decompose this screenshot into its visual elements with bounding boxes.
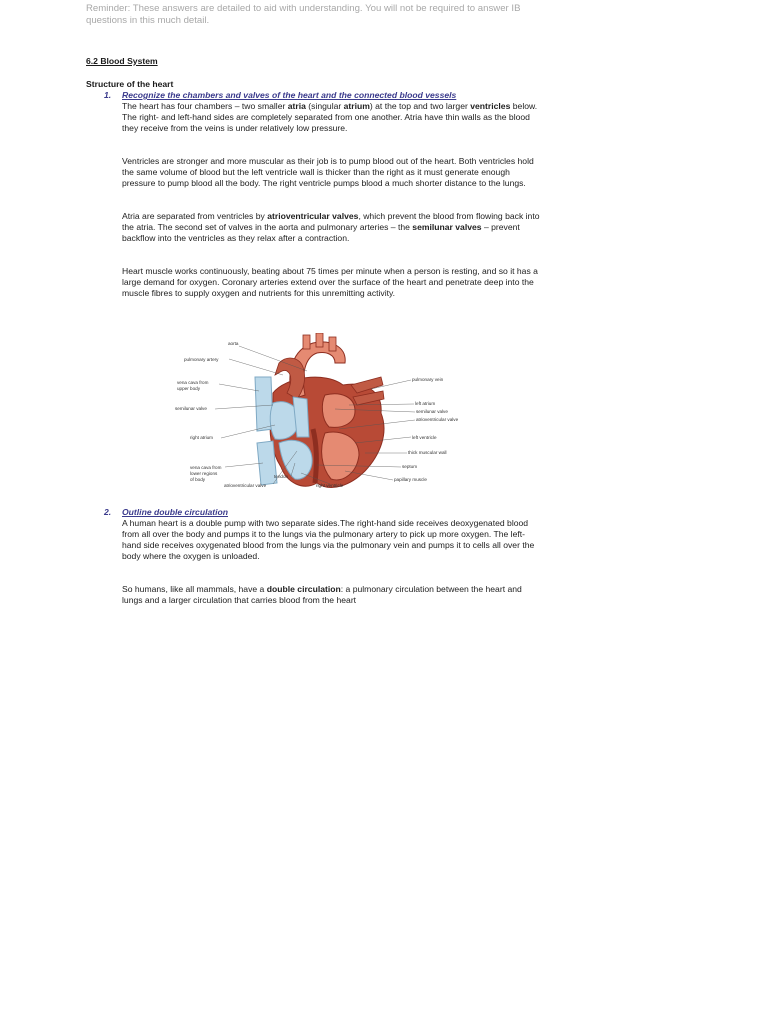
reminder-note: Reminder: These answers are detailed to aid with understanding. You will not be required to answer IB questions in this much detail. — [86, 3, 521, 26]
p3-text-a: Atria are separated from ventricles by — [122, 211, 268, 221]
label-vena-cava-upper-1: vena cava from — [177, 380, 209, 385]
p3-bold-av-valves: atrioventricular valves — [267, 211, 359, 221]
label-right-atrium: right atrium — [190, 435, 213, 440]
p6-text-c: : a pulmonary circulation between the heart and lungs and a larger circulation that carries blood from the heart — [122, 584, 522, 605]
label-pulmonary-artery: pulmonary artery — [184, 357, 219, 362]
paragraph-chambers — [122, 101, 540, 134]
label-left-ventricle: left ventricle — [412, 435, 437, 440]
label-vena-cava-upper-2: upper body — [177, 386, 200, 391]
p1-text-c: (singular — [305, 101, 344, 111]
question-2-number: 2. — [104, 507, 112, 517]
question-1-title: Recognize the chambers and valves of the heart and the connected blood vessels — [122, 90, 457, 100]
label-left-atrium: left atrium — [415, 401, 436, 406]
p1-text-e: below. The right- and left-hand sides are completely separated from one another. Atria have thin walls as the blood they receive from the veins is under relatively low pressure. — [122, 101, 538, 133]
p3-text-c: , which prevent the blood from flowing back into the atria. The second set of valves in the aorta and pulmonary arteries – the — [122, 211, 540, 232]
p1-bold-atrium: atrium — [343, 101, 370, 111]
question-2-title: Outline double circulation — [122, 507, 228, 517]
label-vena-cava-lower-3: of body — [190, 477, 206, 482]
p1-text-d: ) at the top and two larger — [369, 101, 471, 111]
paragraph-heart-muscle: Heart muscle works continuously, beating about 75 times per minute when a person is resting, and so it has a large demand for oxygen. Coronary arteries extend over the surface of the heart and penetrate deep into the muscle fibres to supply oxygen and nutrients for this unremitting activity. — [122, 266, 538, 298]
label-vena-cava-lower-1: vena cava from — [190, 465, 222, 470]
label-thick-muscular-wall: thick muscular wall — [408, 450, 447, 455]
label-atrioventricular-valve-right: atrioventricular valve — [416, 417, 459, 422]
aorta-branch-3 — [329, 337, 336, 351]
p1-text-a: The heart has four chambers – two smaller — [122, 101, 288, 111]
label-aorta: aorta — [228, 341, 239, 346]
label-vena-cava-lower-2: lower regions — [190, 471, 218, 476]
label-pulmonary-vein: pulmonary vein — [412, 377, 444, 382]
paragraph-double-circulation — [122, 584, 540, 606]
paragraph-double-pump: A human heart is a double pump with two separate sides.The right-hand side receives deoxygenated blood from all over the body and pumps it to the lungs via the pulmonary artery to pick up more oxygen. The left-hand side receives oxygenated blood from the lungs via the pulmonary vein and pumps it to cells all over the body where the oxygen is unloaded. — [122, 518, 535, 561]
left-atrium-shape — [322, 394, 355, 428]
label-semilunar-valve-left: semilunar valve — [175, 406, 207, 411]
p3-bold-semilunar-valves: semilunar valves — [412, 222, 482, 232]
aorta-branch-1 — [303, 335, 310, 349]
paragraph-valves — [122, 211, 540, 244]
label-atrioventricular-valve-bottom: atrioventricular valve — [224, 483, 267, 488]
label-septum: septum — [402, 464, 418, 469]
label-papillary-muscle: papillary muscle — [394, 477, 427, 482]
p3-text-d: – prevent backflow into the ventricles as they relax after a contraction. — [122, 222, 520, 243]
label-tendon: tendon — [274, 474, 289, 479]
subheading-structure-of-heart: Structure of the heart — [86, 79, 174, 89]
question-2 — [104, 507, 228, 517]
label-right-ventricle: right ventricle — [316, 483, 344, 488]
heart-diagram — [175, 333, 475, 495]
label-semilunar-valve-right: semilunar valve — [416, 409, 448, 414]
p1-bold-atria: atria — [287, 101, 306, 111]
question-1 — [104, 90, 456, 100]
p6-text-a: So humans, like all mammals, have a — [122, 584, 267, 594]
p1-bold-ventricles: ventricles — [470, 101, 511, 111]
section-title: 6.2 Blood System — [86, 56, 158, 66]
heart-diagram-svg — [175, 333, 475, 495]
question-1-number: 1. — [104, 90, 112, 100]
paragraph-ventricles: Ventricles are stronger and more muscular as their job is to pump blood out of the heart. Both ventricles hold the same volume of blood but the left ventricle wall is thicker than the right as it must generate enough pressure to pump blood all the body. The right ventricle pumps blood a much shorter distance to the lungs. — [122, 156, 534, 188]
p6-bold-double-circulation: double circulation — [266, 584, 341, 594]
aorta-branch-2 — [316, 333, 323, 347]
